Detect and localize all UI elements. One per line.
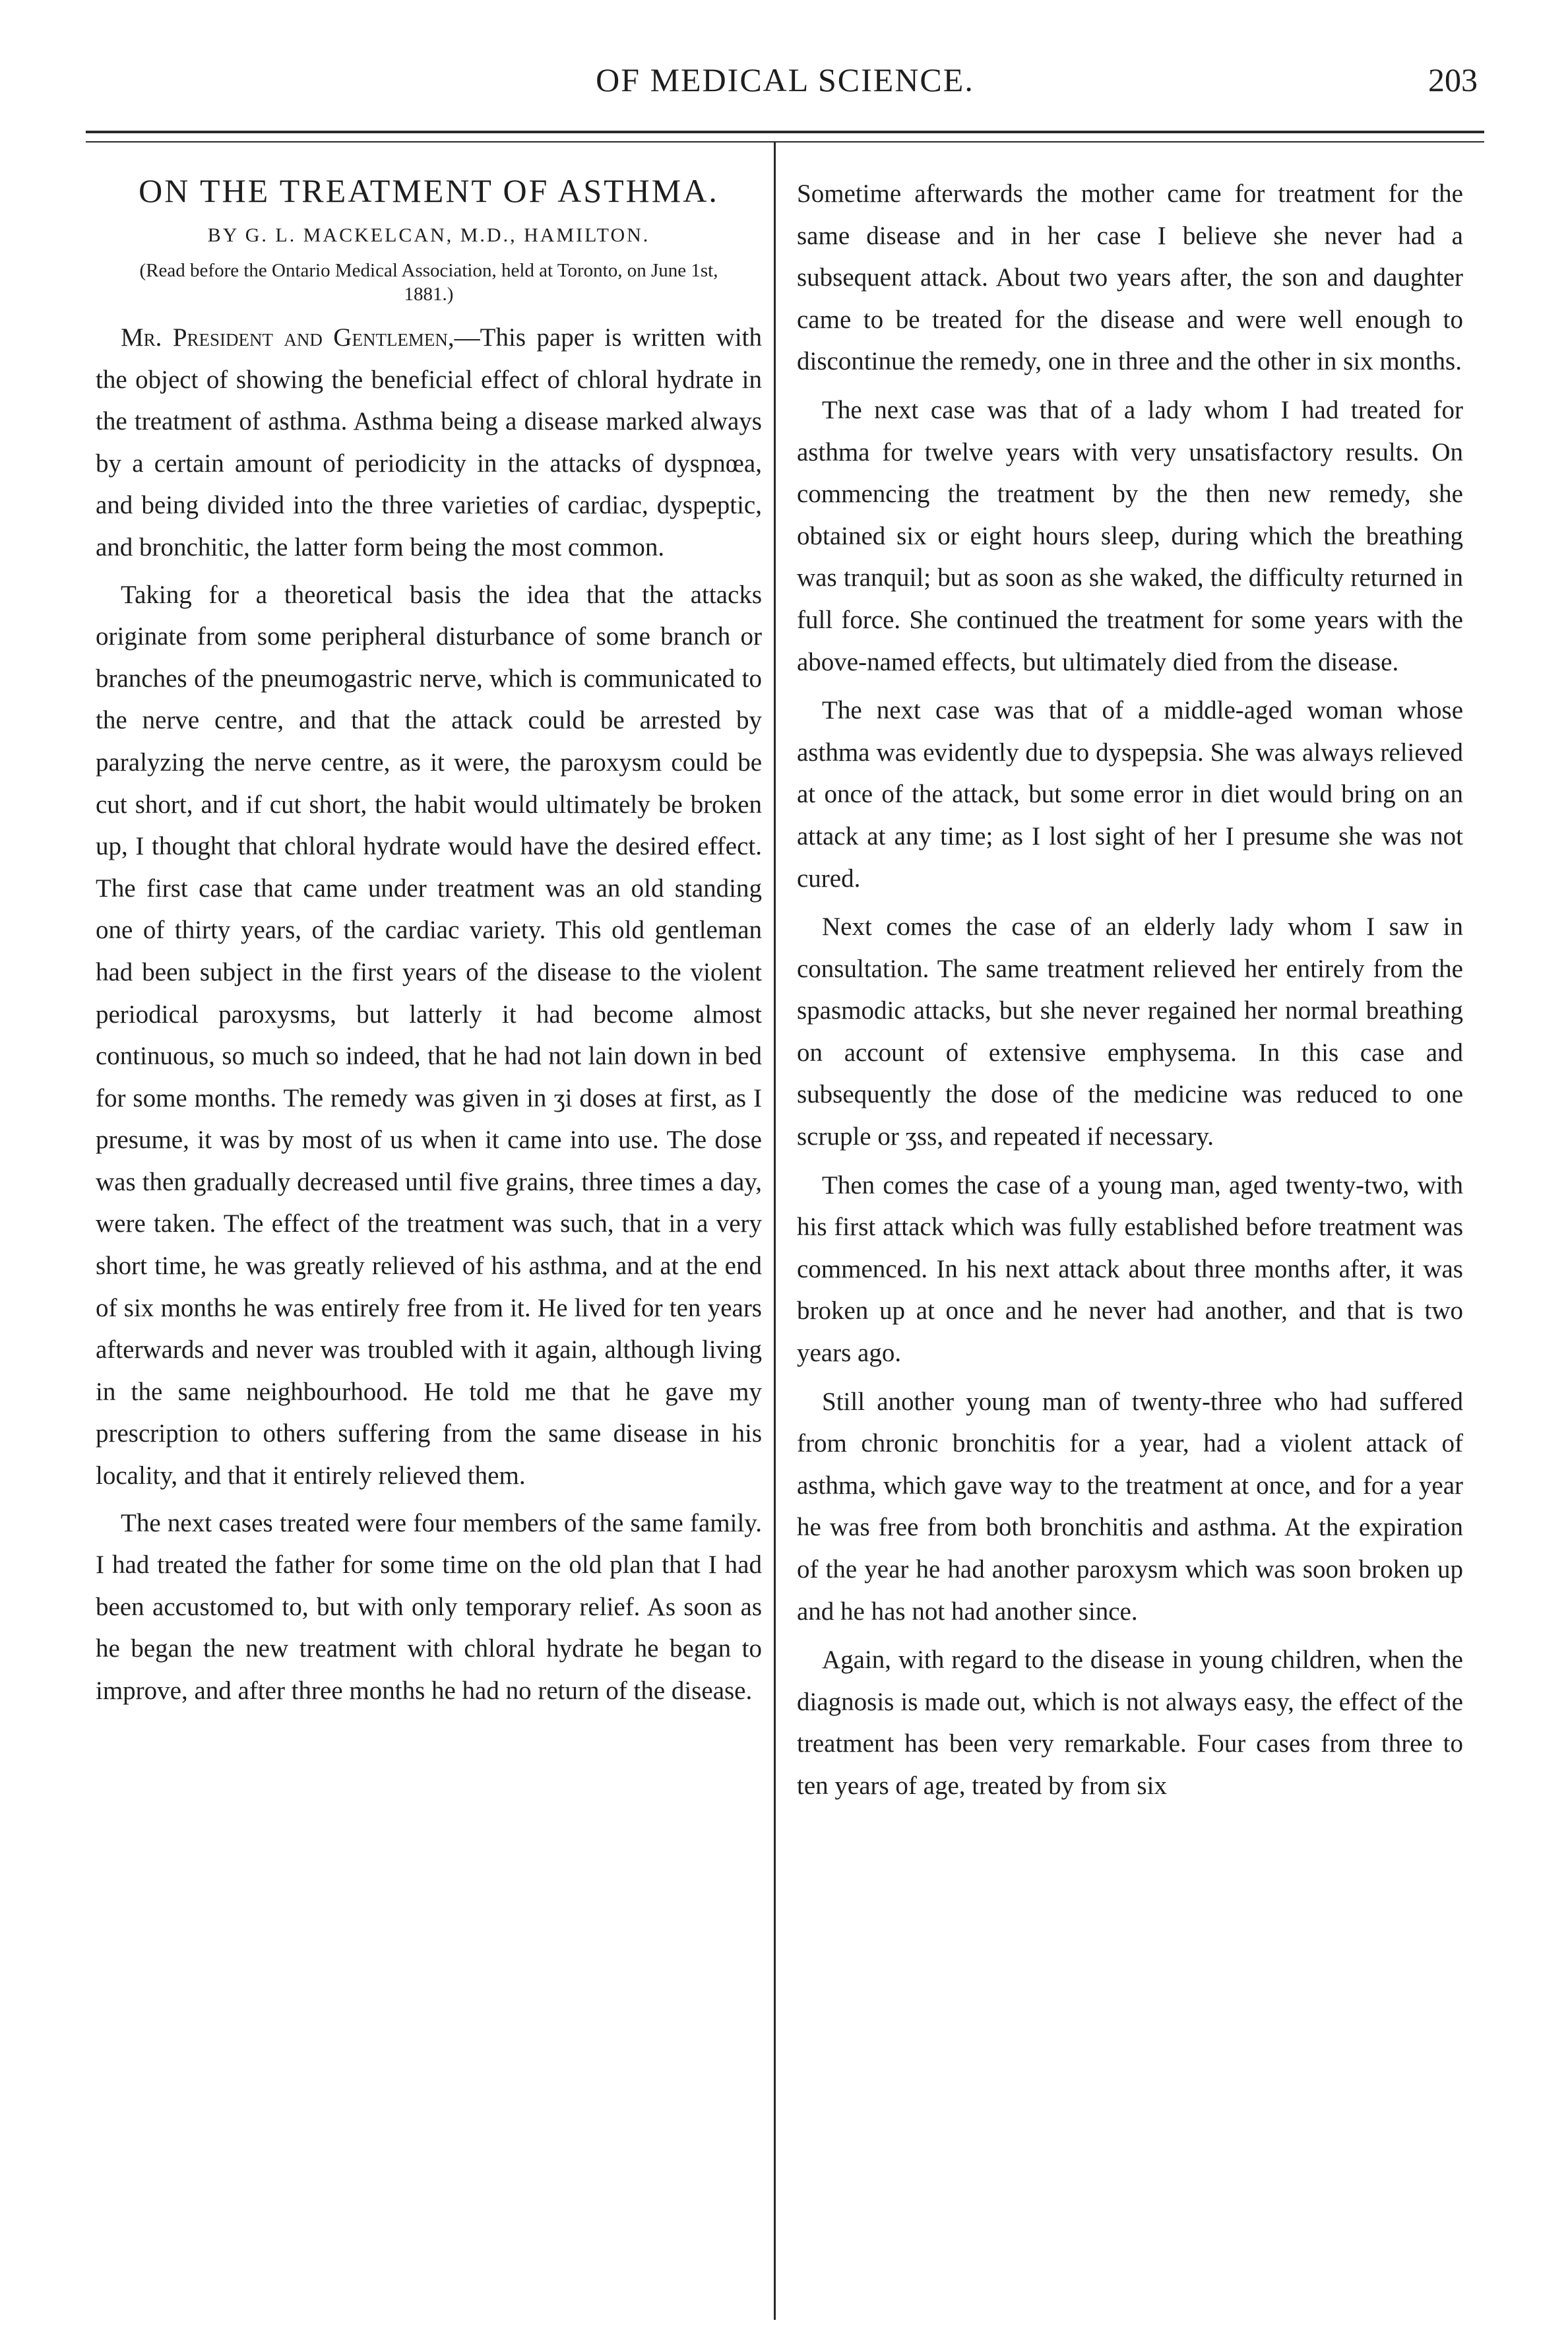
header-rule-thick (86, 131, 1484, 133)
paragraph-lady-case: The next case was that of a lady whom I had treated for asthma for twelve years with very unsatisfactory results. On commencing the treatment by the then new remedy, she obtained six or eight hours sleep, during which the breathing was tranquil; but as soon as she waked, the difficulty returned in full force. She continued the treatment for some years with the above-named effects, but ultimately died from the disease. (797, 395, 1463, 676)
paragraph-bronchitis-case: Still another young man of twenty-three who had suffered from chronic bronchitis for a year, had a violent attack of asthma, which gave way to the treatment at once, and for a year he was free from both bronchitis and asthma. At the expiration of the year he had another paroxysm which was soon broken up and he has not had another since. (797, 1387, 1463, 1626)
article-title: ON THE TREATMENT OF ASTHMA. (139, 172, 719, 209)
running-head (86, 61, 1484, 120)
paragraph-young-man: Then comes the case of a young man, aged twenty-two, with his first attack which was fully established before treatment was commenced. In his next attack about three months after, it was broken up at once and he never had another, and that is two years ago. (797, 1170, 1463, 1368)
running-title: OF MEDICAL SCIENCE. (596, 61, 974, 98)
paragraph-intro (96, 317, 762, 569)
header-rule-thin (86, 141, 1484, 143)
paragraph-theory: Taking for a theoretical basis the idea that the attacks originate from some peripheral disturbance of some branch or branches of the pneumogastric nerve, which is communicated to the nerve centre, and that the attack could be arrested by paralyzing the nerve centre, as it were, the paroxysm could be cut short, and if cut short, the habit would ultimately be broken up, I thought that chloral hydrate would have the desired effect. The first case that came under treatment was an old standing one of thirty years, of the cardiac variety. This old gentleman had been subject in the first years of the disease to the violent periodical paroxysms, but latterly it had become almost continuous, so much so indeed, that he had not lain down in bed for some months. The remedy was given in ʒi doses at first, as I presume, it was by most of us when it came into use. The dose was then gradually decreased until five grains, three times a day, were taken. The effect of the treatment was such, that in a very short time, he was greatly relieved of his asthma, and at the end of six months he was entirely free from it. He lived for ten years afterwards and never was troubled with it again, although living in the same neighbourhood. He told me that he gave my prescription to others suffering from the same disease in his locality, and that it entirely relieved them. (96, 580, 762, 1490)
salutation: Mr. President and Gentlemen, (121, 323, 455, 352)
left-column (96, 158, 762, 1717)
article-byline: BY G. L. MACKELCAN, M.D., HAMILTON. (207, 224, 650, 246)
paragraph-elderly-lady: Next comes the case of an elderly lady whom I saw in consultation. The same treatment relieved her entirely from the spasmodic attacks, but she never regained her normal breathing on account of extensive emphysema. In this case and subsequently the dose of the medicine was reduced to one scruple or ʒss, and repeated if necessary. (797, 912, 1463, 1151)
page-number: 203 (1428, 61, 1478, 98)
paragraph-family-cases: The next cases treated were four members of the same family. I had treated the father for some time on the old plan that I had been accustomed to, but with only temporary relief. As soon as he began the new treatment with chloral hydrate he began to improve, and after three months he had no return of the disease. (96, 1508, 762, 1705)
paragraph-children: Again, with regard to the disease in young children, when the diagnosis is made out, which is not always easy, the effect of the treatment has been very remarkable. Four cases from three to ten years of age, treated by from six (797, 1646, 1463, 1800)
column-divider (774, 143, 776, 2320)
paragraph-mother: Sometime afterwards the mother came for treatment for the same disease and in her case I believe she never had a subsequent attack. About two years after, the son and daughter came to be treated for the disease and were well enough to discontinue the remedy, one in three and the other in six months. (797, 179, 1463, 376)
paragraph-intro-text: —This paper is written with the object of showing the beneficial effect of chloral hydrate in the treatment of asthma. Asthma being a disease marked always by a certain amount of periodicity in the attacks of dyspnœa, and being divided into the three varieties of cardiac, dyspeptic, and bronchitic, the latter form being the most common. (96, 323, 762, 561)
read-note: (Read before the Ontario Medical Association, held at Toronto, on June 1st, 1881.) (139, 260, 718, 305)
right-column (797, 173, 1463, 1814)
paragraph-dyspepsia-case: The next case was that of a middle-aged woman whose asthma was evidently due to dyspepsia. She was always relieved at once of the attack, but some error in diet would bring on an attack at any time; as I lost sight of her I presume she was not cured. (797, 696, 1463, 893)
